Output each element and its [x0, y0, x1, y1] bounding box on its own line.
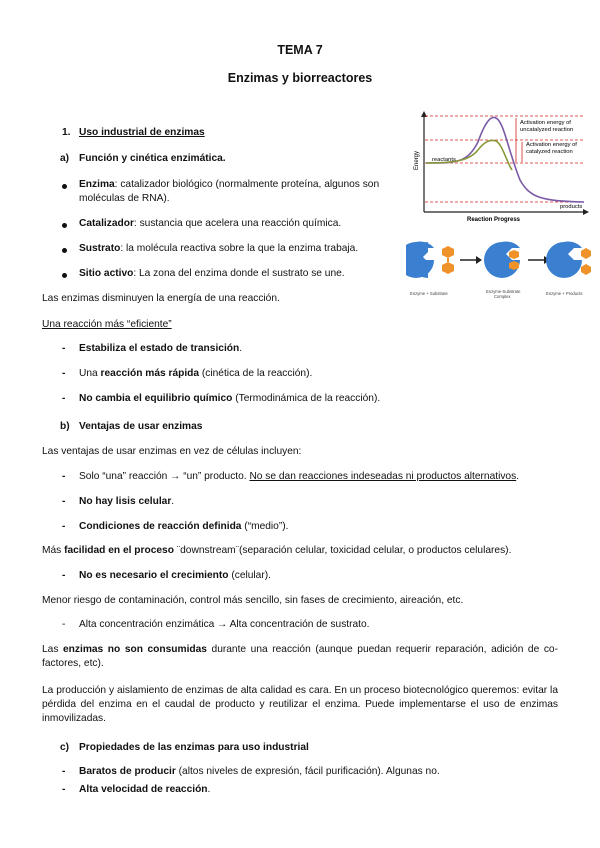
page-title: TEMA 7 — [277, 43, 323, 57]
energy-line: Las enzimas disminuyen la energía de una reacción. — [42, 293, 280, 304]
item-text: . — [171, 496, 175, 507]
catalyzed-label-line2: catalyzed reaction — [526, 149, 573, 155]
list-dash: - — [62, 766, 66, 777]
subsection-heading-a: Función y cinética enzimática. — [79, 153, 226, 164]
list-dash: - — [62, 496, 66, 507]
list-dash: - — [62, 393, 66, 404]
property-item-2 — [79, 783, 210, 797]
activation-energy-figure — [412, 110, 592, 226]
definition-term: Enzima — [79, 179, 115, 190]
label-enzyme-products: Enzyme + Products — [546, 291, 583, 296]
item-text: Una — [79, 368, 101, 379]
uncatalyzed-label-line1: Activation energy of — [520, 120, 571, 126]
item-bold: Alta velocidad de reacción — [79, 784, 208, 795]
item-underlined: No se dan reacciones indeseadas ni productos alternativos — [249, 471, 517, 482]
bullet-dot — [62, 248, 67, 253]
list-dash: - — [62, 521, 66, 532]
catalyzed-label-line1: Activation energy of — [526, 142, 577, 148]
efficient-item-1 — [79, 342, 242, 356]
item-text: durante una reacción (aunque puedan requerir reparación, adición de co- factores, etc). — [42, 644, 558, 669]
item-text: . — [516, 471, 520, 482]
item-bold: Baratos de producir — [79, 766, 176, 777]
product-2 — [581, 264, 591, 275]
arrow-head-1-icon — [476, 256, 482, 264]
definition-text: : sustancia que acelera una reacción química. — [133, 218, 342, 229]
advantage-item-1 — [79, 470, 589, 484]
item-text: (Termodinámica de la reacción). — [232, 393, 381, 404]
enzyme-body-1 — [406, 242, 434, 278]
enzyme-body-3 — [546, 242, 582, 278]
advantage-item-2 — [79, 495, 174, 509]
item-bold: enzimas no son consumidas — [63, 644, 207, 655]
risk-line: Menor riesgo de contaminación, control más sencillo, sin fases de crecimiento, aireación, etc. — [42, 595, 464, 606]
label-complex-line2: Complex — [494, 294, 511, 299]
item-text: (altos niveles de expresión, fácil purificación). Algunas no. — [175, 766, 440, 777]
item-bold: No hay lisis celular — [79, 496, 172, 507]
item-bold: Estabiliza el estado de transición — [79, 343, 240, 354]
bullet-dot — [62, 223, 67, 228]
item-text: . — [207, 784, 211, 795]
item-bold: reacción más rápida — [100, 368, 200, 379]
bullet-dot — [62, 273, 67, 278]
product-1 — [581, 248, 591, 259]
definition-catalizador — [79, 217, 409, 231]
list-dash: - — [62, 619, 66, 630]
item-text: (“medio”). — [241, 521, 289, 532]
efficient-item-3 — [79, 392, 380, 406]
item-text: (celular). — [228, 570, 271, 581]
page-subtitle: Enzimas y biorreactores — [227, 71, 373, 85]
subsection-letter-c: c) — [60, 742, 70, 753]
facility-line — [42, 544, 592, 558]
uncatalyzed-label-line2: uncatalyzed reaction — [520, 127, 574, 133]
substrate-link-1 — [447, 258, 449, 262]
item-text: ¨downstream¨(separación celular, toxicidad celular, o productos celulares). — [173, 545, 512, 556]
section-number: 1. — [62, 127, 71, 138]
production-paragraph: La producción y aislamiento de enzimas de alta calidad es cara. En un proceso biotecnológico queremos: evitar la pérdida del enzima en el caudal de producto y reutilizar el enzima. Puede implementarse el uso de enzimas inmovilizadas. — [42, 685, 558, 724]
enzyme-substrate-figure — [406, 236, 596, 306]
item-text: (cinética de la reacción). — [199, 368, 313, 379]
bullet-dot — [62, 184, 67, 189]
label-enzyme-substrate: Enzyme + Substrate — [410, 291, 448, 296]
definition-term: Sustrato — [79, 243, 121, 254]
definition-text: : catalizador biológico (normalmente proteína, algunos son moléculas de RNA). — [79, 179, 380, 204]
consumed-paragraph — [42, 643, 558, 671]
subsection-heading-b: Ventajas de usar enzimas — [79, 421, 203, 432]
efficient-item-2 — [79, 367, 312, 381]
definition-term: Sitio activo — [79, 268, 134, 279]
list-dash: - — [62, 471, 66, 482]
advantage-item-4 — [79, 569, 271, 583]
item-text: Las — [42, 644, 64, 655]
enzyme-body-2 — [484, 242, 520, 278]
definition-text: : la molécula reactiva sobre la que la enzima trabaja. — [120, 243, 359, 254]
definition-sustrato — [79, 242, 409, 256]
complex-substrate-top — [509, 250, 519, 259]
item-text: . — [239, 343, 243, 354]
item-bold: facilidad en el proceso — [64, 545, 174, 556]
advantage-item-5: Alta concentración enzimática → Alta concentración de sustrato. — [79, 619, 370, 630]
item-bold: Condiciones de reacción definida — [79, 521, 242, 532]
subsection-heading-c: Propiedades de las enzimas para uso industrial — [79, 742, 309, 753]
substrate-bottom-1 — [442, 262, 454, 274]
property-item-1 — [79, 765, 440, 779]
label-complex-line1: Enzyme-Substrate — [486, 289, 521, 294]
efficient-heading: Una reacción más “eficiente” — [42, 319, 172, 330]
definition-sitio-activo — [79, 267, 409, 281]
subsection-letter-b: b) — [60, 421, 70, 432]
list-dash: - — [62, 368, 66, 379]
advantages-intro: Las ventajas de usar enzimas en vez de células incluyen: — [42, 446, 302, 457]
definition-enzima — [79, 178, 409, 206]
list-dash: - — [62, 570, 66, 581]
definition-text: : La zona del enzima donde el sustrato se une. — [133, 268, 345, 279]
products-label: products — [560, 204, 583, 210]
item-bold: No cambia el equilibrio químico — [79, 393, 233, 404]
advantage-item-3 — [79, 520, 288, 534]
section-heading: Uso industrial de enzimas — [79, 127, 205, 138]
reactants-label: reactants — [432, 157, 456, 163]
item-text: Solo “una” reacción → “un” producto. — [79, 471, 250, 482]
list-dash: - — [62, 343, 66, 354]
axis-y-label: Energy — [414, 150, 420, 170]
substrate-top-1 — [442, 246, 454, 258]
list-dash: - — [62, 784, 66, 795]
item-bold: No es necesario el crecimiento — [79, 570, 229, 581]
axis-x-label: Reaction Progress — [467, 217, 521, 223]
subsection-letter-a: a) — [60, 153, 70, 164]
item-text: Más — [42, 545, 65, 556]
definition-term: Catalizador — [79, 218, 134, 229]
